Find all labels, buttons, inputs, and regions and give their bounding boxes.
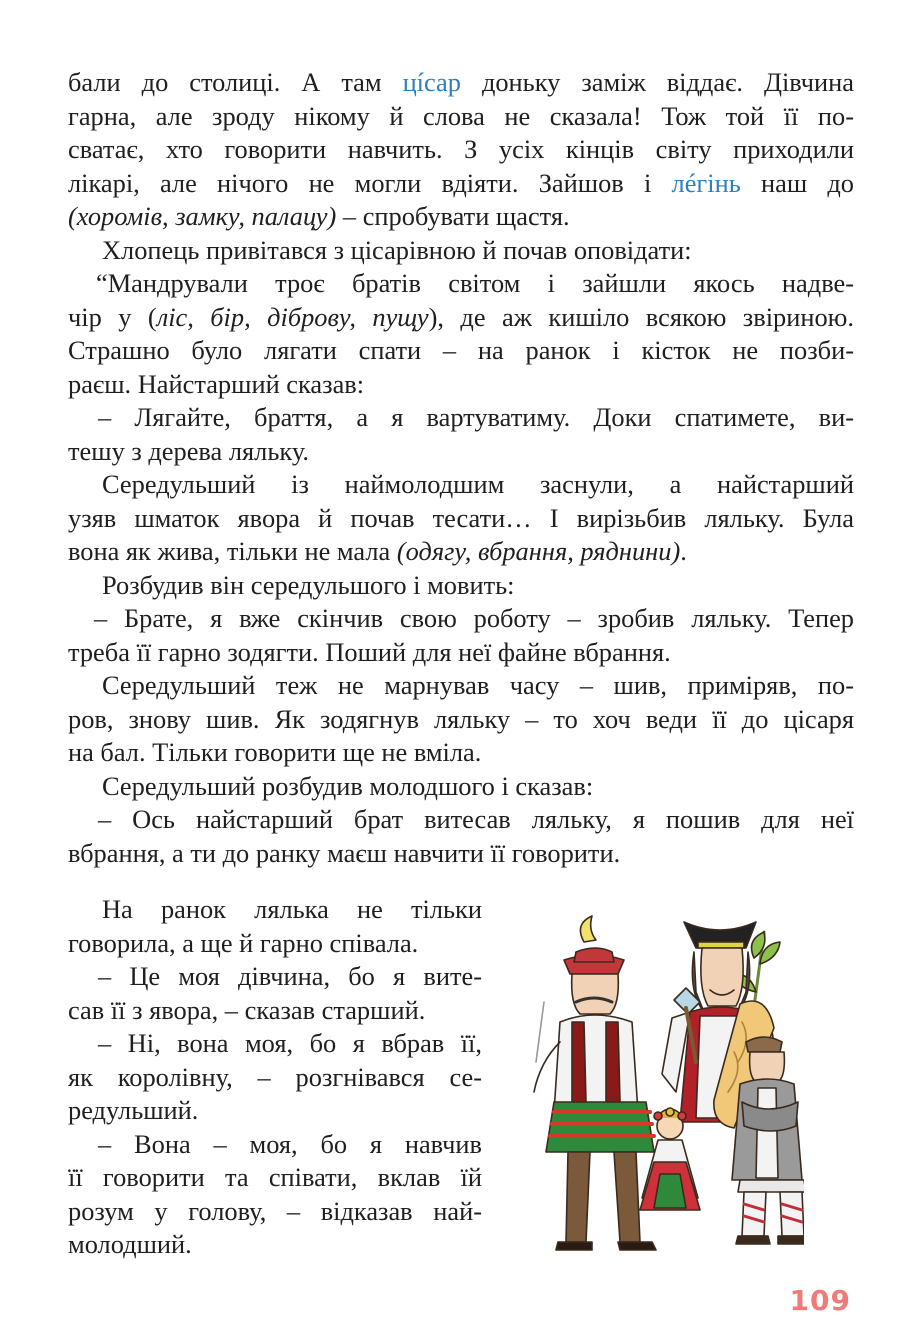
- story-text-column: [68, 893, 482, 1262]
- word-choice-options: (одягу, вбрання, ряднини): [396, 536, 681, 566]
- text-line: – Це моя дівчина, бо я вите-: [98, 961, 482, 991]
- paragraph-7: [68, 602, 854, 669]
- text-line: треба її гарно зодягти. Поший для неї файне вбрання.: [68, 636, 671, 667]
- text-line: гарна, але зроду нікому й слова не сказала! Тож той її по-: [68, 100, 854, 131]
- text-fragment: лікарі, але нічого не могли вдіяти. Зайшов і: [68, 167, 672, 198]
- text-fragment: – спробувати щастя.: [336, 201, 570, 231]
- text-line: її говорити та співати, вклав їй: [68, 1162, 482, 1192]
- text-line: раєш. Найстарший сказав:: [68, 368, 365, 399]
- page-number: 109: [789, 1284, 851, 1317]
- word-choice-options: (хоромів, замку, палацу): [68, 201, 337, 231]
- text-fragment: ), де аж кишіло всякою звіриною.: [428, 301, 854, 332]
- text-line: на бал. Тільки говорити ще не вміла.: [68, 737, 482, 767]
- paragraph-9: Середульший розбудив молодшого і сказав:: [102, 770, 594, 801]
- paragraph-4: [68, 401, 854, 468]
- text-fragment: вона як жива, тільки не мала: [68, 536, 397, 566]
- text-line: – Ні, вона моя, бо я вбрав її,: [98, 1028, 482, 1058]
- paragraph-1: [68, 66, 854, 234]
- text-line: як королівну, – розгнівався се-: [68, 1061, 482, 1092]
- text-line: сватає, хто говорити навчить. З усіх кінців світу приходили: [68, 134, 854, 164]
- column-paragraph-2: [68, 960, 482, 1027]
- text-line: сав її з явора, – сказав старший.: [68, 994, 426, 1025]
- word-choice-options: ліс, бір, діброву, пущу: [156, 301, 429, 332]
- column-paragraph-4: [68, 1128, 482, 1262]
- text-line: [68, 167, 854, 201]
- paragraph-3: [68, 267, 854, 401]
- column-paragraph-1: [68, 893, 482, 960]
- text-line: Страшно було лягати спати – на ранок і кісток не позби-: [68, 335, 854, 365]
- paragraph-2: Хлопець привітався з цісарівною й почав оповідати:: [102, 234, 692, 265]
- three-brothers-doll-illustration: [514, 912, 804, 1262]
- text-line: тешу з дерева ляльку.: [68, 435, 309, 466]
- text-fragment: наш до: [740, 167, 854, 198]
- paragraph-10: [68, 803, 854, 870]
- text-line: говорила, а ще й гарно співала.: [68, 927, 419, 958]
- glossary-word-tsisar: цíсар: [402, 67, 461, 97]
- text-line: розум у голову, – відказав най-: [68, 1195, 482, 1226]
- text-fragment: чір у (: [68, 301, 157, 332]
- text-line: “Мандрували троє братів світом і зайшли якось надве-: [96, 268, 854, 298]
- text-line: редульший.: [68, 1095, 199, 1125]
- text-line: – Брате, я вже скінчив свою роботу – зробив ляльку. Тепер: [94, 603, 854, 633]
- column-paragraph-3: [68, 1027, 482, 1128]
- text-line: молодший.: [68, 1229, 192, 1259]
- text-fragment: доньку заміж віддає. Дівчина: [460, 67, 854, 97]
- text-fragment: бали до столиці. А там: [68, 67, 403, 97]
- text-line: [68, 535, 854, 569]
- text-line: ров, знову шив. Як зодягнув ляльку – то хоч веди її до цісаря: [68, 703, 854, 734]
- paragraph-8: [68, 669, 854, 770]
- text-fragment: .: [680, 536, 687, 566]
- glossary-word-lehin: лéгінь: [671, 167, 741, 198]
- text-line: вбрання, а ти до ранку маєш навчити її говорити.: [68, 837, 621, 868]
- text-line: [68, 301, 854, 335]
- text-line: узяв шматок явора й почав тесати… І вирізьбив ляльку. Була: [68, 502, 854, 533]
- text-line: – Вона – моя, бо я навчив: [98, 1128, 482, 1159]
- text-line: Середульший із наймолодшим заснули, а найстарший: [102, 469, 854, 499]
- text-line: – Ось найстарший брат витесав ляльку, я пошив для неї: [98, 804, 854, 834]
- text-line: [68, 200, 854, 234]
- text-line: [68, 66, 854, 100]
- story-text-main: [68, 66, 854, 870]
- text-line: На ранок лялька не тільки: [102, 894, 482, 924]
- text-line: Середульший теж не марнував часу – шив, приміряв, по-: [102, 670, 854, 700]
- paragraph-5: [68, 468, 854, 569]
- paragraph-6: Розбудив він середульшого і мовить:: [102, 569, 515, 600]
- text-line: – Лягайте, браття, а я вартуватиму. Доки спатимете, ви-: [98, 402, 854, 432]
